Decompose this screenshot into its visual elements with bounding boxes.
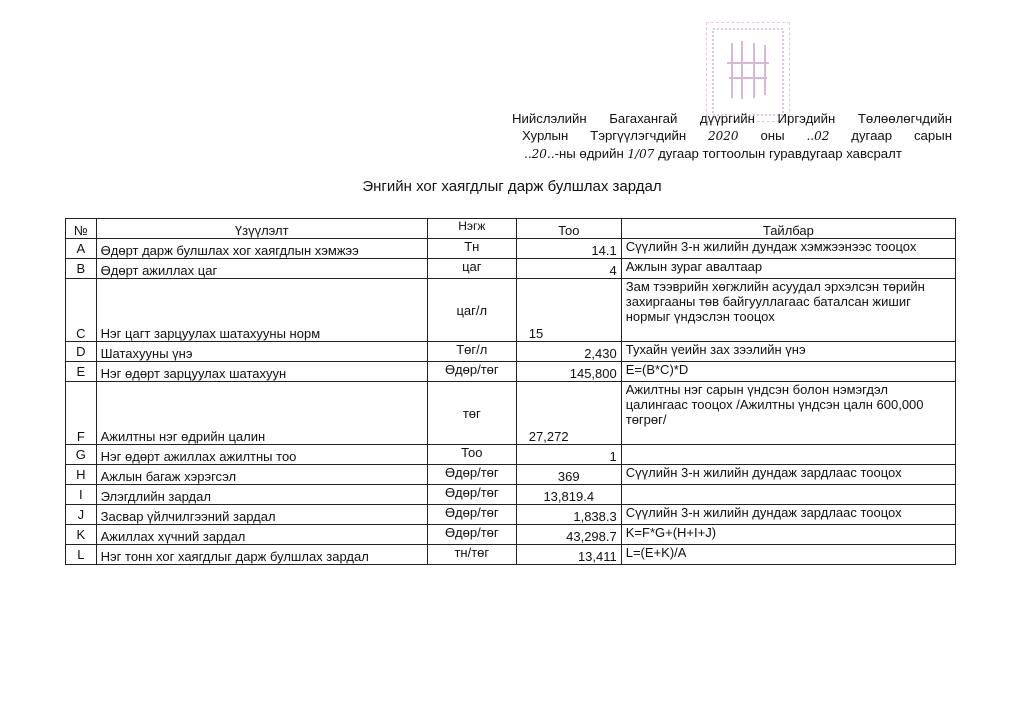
row-index: L [66, 545, 97, 565]
table-row [66, 485, 956, 505]
row-index: A [66, 239, 97, 259]
row-index: C [66, 279, 97, 342]
row-value: 369 [516, 465, 621, 485]
row-value: 15 [516, 279, 621, 342]
row-index: H [66, 465, 97, 485]
header-line-3-suffix: дугаар тогтоолын гуравдугаар хавсралт [658, 146, 902, 161]
table-row [66, 259, 956, 279]
row-value: 27,272 [516, 382, 621, 445]
row-indicator: Ажилтны нэг өдрийн цалин [96, 382, 427, 445]
row-indicator: Шатахууны үнэ [96, 342, 427, 362]
table-row [66, 382, 956, 445]
header-line-1: Нийслэлийн Багахангай дүүргийн Иргэдийн Төлөөлөгчдийн [512, 111, 952, 126]
row-note: Ажлын зураг авалтаар [621, 259, 955, 279]
row-indicator: Өдөрт ажиллах цаг [96, 259, 427, 279]
row-value: 13,819.4 [516, 485, 621, 505]
table-row [66, 445, 956, 465]
header-line-2-month-suffix: дугаар сарын [851, 128, 952, 143]
row-note: Зам тээврийн хөгжлийн асуудал эрхэлсэн төрийн захиргааны төв байгууллагаас баталсан жишиг нормыг үндэслэн тооцох [621, 279, 955, 342]
row-value: 43,298.7 [516, 525, 621, 545]
row-unit: цаг/л [427, 279, 516, 342]
row-index: I [66, 485, 97, 505]
row-indicator: Нэг цагт зарцуулах шатахууны норм [96, 279, 427, 342]
row-note [621, 445, 955, 465]
row-value: 14.1 [516, 239, 621, 259]
row-note: E=(B*C)*D [621, 362, 955, 382]
row-note: Сүүлийн 3-н жилийн дундаж зардлаас тооцох [621, 465, 955, 485]
row-indicator: Элэгдлийн зардал [96, 485, 427, 505]
row-index: F [66, 382, 97, 445]
row-indicator: Засвар үйлчилгээний зардал [96, 505, 427, 525]
row-note: Сүүлийн 3-н жилийн дундаж зардлаас тооцох [621, 505, 955, 525]
table-row [66, 342, 956, 362]
row-unit: Өдөр/төг [427, 465, 516, 485]
row-indicator: Нэг тонн хог хаягдлыг дарж булшлах зардал [96, 545, 427, 565]
row-unit: Төг/л [427, 342, 516, 362]
row-indicator: Нэг өдөрт зарцуулах шатахуун [96, 362, 427, 382]
table-row [66, 525, 956, 545]
handwritten-day: 20 [531, 147, 547, 161]
header-line-2-year-suffix: оны [760, 128, 785, 143]
row-value: 1,838.3 [516, 505, 621, 525]
row-value: 2,430 [516, 342, 621, 362]
row-indicator: Ажиллах хүчний зардал [96, 525, 427, 545]
header-line-2-text: Хурлын Тэргүүлэгчдийн [522, 128, 687, 143]
header-line-2: Хурлын Тэргүүлэгчдийн 2020 оны ..02 дугаар сарын [522, 128, 952, 143]
row-index: B [66, 259, 97, 279]
header-no: № [66, 219, 97, 239]
row-value: 4 [516, 259, 621, 279]
row-index: E [66, 362, 97, 382]
row-indicator: Ажлын багаж хэрэгсэл [96, 465, 427, 485]
header-note: Тайлбар [621, 219, 955, 239]
row-value: 145,800 [516, 362, 621, 382]
row-unit: төг [427, 382, 516, 445]
header-quantity: Тоо [516, 219, 621, 239]
row-unit: Өдөр/төг [427, 362, 516, 382]
cost-table [65, 218, 956, 565]
header-line-3: ..20..-ны өдрийн 1/07 дугаар тогтоолын гуравдугаар хавсралт [524, 146, 902, 161]
table-row [66, 545, 956, 565]
row-unit: Тн [427, 239, 516, 259]
header-indicator: Үзүүлэлт [96, 219, 427, 239]
row-unit: тн/төг [427, 545, 516, 565]
handwritten-resolution-number: 1/07 [627, 147, 655, 161]
table-row [66, 239, 956, 259]
row-unit: цаг [427, 259, 516, 279]
table-row [66, 362, 956, 382]
row-index: K [66, 525, 97, 545]
header-line-3-text: -ны өдрийн [554, 146, 624, 161]
row-unit: Өдөр/төг [427, 505, 516, 525]
table-row [66, 279, 956, 342]
row-indicator: Нэг өдөрт ажиллах ажилтны тоо [96, 445, 427, 465]
handwritten-month: 02 [814, 129, 830, 143]
table-row [66, 465, 956, 485]
stamp-seal-graphic [707, 23, 789, 121]
row-note: Тухайн үеийн зах зээлийн үнэ [621, 342, 955, 362]
row-note: Ажилтны нэг сарын үндсэн болон нэмэгдэл цалингаас тооцох /Ажилтны үндсэн цалн 600,000 төгрөг/ [621, 382, 955, 445]
resolution-annex-header [512, 110, 952, 163]
table-row [66, 505, 956, 525]
row-unit: Тоо [427, 445, 516, 465]
row-index: G [66, 445, 97, 465]
row-unit: Өдөр/төг [427, 485, 516, 505]
document-title: Энгийн хог хаягдлыг дарж булшлах зардал [362, 178, 662, 195]
row-unit: Өдөр/төг [427, 525, 516, 545]
row-note [621, 485, 955, 505]
row-index: J [66, 505, 97, 525]
official-stamp [706, 22, 790, 122]
handwritten-year: 2020 [708, 129, 739, 143]
table-header-row [66, 219, 956, 239]
row-note: L=(E+K)/A [621, 545, 955, 565]
row-value: 1 [516, 445, 621, 465]
row-note: K=F*G+(H+I+J) [621, 525, 955, 545]
header-unit: Нэгж [427, 219, 516, 239]
row-note: Сүүлийн 3-н жилийн дундаж хэмжээнээс тооцох [621, 239, 955, 259]
row-index: D [66, 342, 97, 362]
row-value: 13,411 [516, 545, 621, 565]
row-indicator: Өдөрт дарж булшлах хог хаягдлын хэмжээ [96, 239, 427, 259]
